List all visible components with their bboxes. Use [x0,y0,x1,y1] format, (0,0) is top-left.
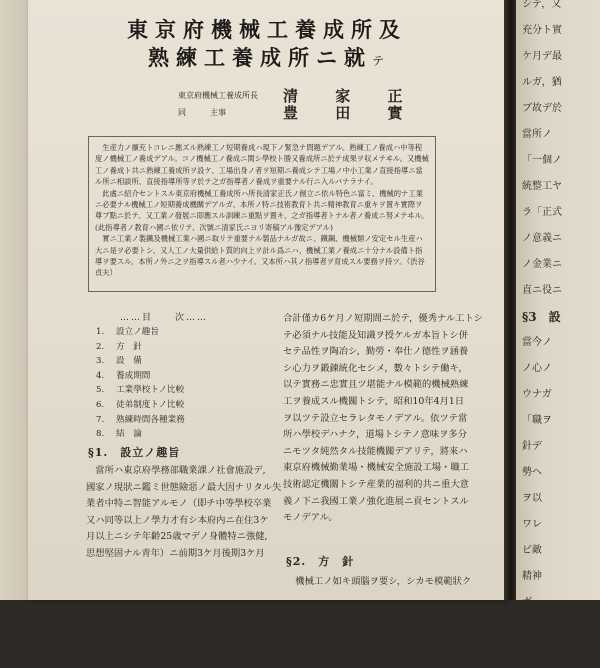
right-column-body [283,311,498,527]
abstract-paragraph: 實ニ工業ノ製鐵及機械工業ハ國ニ取リテ重要ナル製品ナルガ故ニ、鐵鋼、機械類ノ安定セル生産ハ大ニ是ヲ必要トシ、又人工ノ大量供給ト質的向上ヲ計ル爲ニハ、機械工業ノ養成ニ十分ナル設備ト指導ヲ要スル。本所ノ外ニ之ヲ指導スル者ハ少ナイ。又本所ハ其ノ指導者ヲ育成スル要務ヲ持ツ。（渋谷貞夫） [95,234,425,278]
toc-num: 7. [96,414,105,425]
body-line: 月以上ニシテ年齢25歳マデノ身體特ニ強健, [86,531,268,543]
section-1-heading: §1. 設立ノ趣旨 [88,446,181,459]
facing-line: ノ心ノ [522,363,552,374]
body-line: 業者中特ニ智能アルモノ（即チ中等學校卒業 [86,498,272,510]
toc-label: 結 論 [116,429,142,440]
body-line: ニモツタ純然タル技能機關デアリテ，將來ハ [283,445,468,457]
title-line2-suffix: テ [371,54,386,68]
toc-header: ……目 次…… [120,313,209,323]
facing-line: ウナガ [522,389,552,400]
body-line: 所ハ學校デハナク，道場トシテノ意味ヲ多分 [283,429,467,441]
toc-label: 養成期間 [116,370,151,381]
body-line: 技術認定機關トシテ産業的福利的共ニ重大意 [283,478,469,490]
body-line: 工ヲ養成スル機關トシテ，昭和10年4月1日 [283,395,465,407]
body-line: モノデアル。 [283,512,338,524]
section-2-heading: §2. 方 針 [286,555,355,568]
facing-line: ケ月デ最 [522,51,562,62]
body-line: 思想堅固ナル青年）ニ前期3ケ月後期3ケ月 [86,547,265,559]
article-title-line2 [28,42,506,72]
author-1-role: 東京府機械工養成所長 [178,91,258,100]
toc-label: 熟練時間各種業務 [116,414,185,425]
title-line2-main: 熟練工養成所ニ就 [147,45,372,70]
toc-label: 設立ノ趣旨 [116,327,159,337]
facing-line: 當今ノ [522,337,552,348]
author-2 [178,104,419,122]
author-2-name: 豊 田 實 [283,104,419,122]
facing-line: ビ敵 [522,545,542,556]
facing-line: 所 [522,623,532,634]
table-of-contents [96,325,185,442]
facing-line: 當所ノ [522,129,552,140]
body-line: セテ品性ヲ陶冶シ，勤勞・奉仕ノ德性ヲ涵養 [283,346,469,358]
toc-label: 方 針 [116,341,142,352]
toc-label: 工業學校トノ比較 [116,385,185,396]
facing-line: ワレ [522,519,542,530]
body-line: シ心力ヲ鍛錬統化セシメ，數々トシテ働キ， [283,362,468,374]
facing-line: 直ニ役ニ [522,285,562,296]
section-2-body [286,574,498,591]
facing-line: ノ金業ニ [522,259,562,270]
facing-section-heading: §3 設 [522,310,561,324]
facing-line: ルガ，猶 [522,77,562,88]
body-line: 東京府機械勤業場・機械安全施設工場・職工 [283,462,469,474]
toc-num: 1. [96,327,105,337]
facing-line: 統整工ヤ [522,181,562,192]
author-1-name: 清 家 正 [283,87,419,105]
facing-page-text [522,0,562,668]
toc-num: 2. [96,341,105,352]
toc-item [96,340,185,355]
facing-line: シ [522,649,532,660]
toc-label: 徒弟制度トノ比較 [116,399,185,410]
toc-label: 設 備 [116,356,142,367]
facing-line: ラ「正式 [522,207,562,218]
toc-num: 3. [96,356,105,367]
facing-line: 「職ヲ [522,415,552,426]
toc-num: 5. [96,385,105,396]
body-line: 又ハ同等以上ノ學力才有シ本府内ニ在住3ケ [86,514,269,526]
toc-num: 4. [96,370,105,381]
facing-line: ガ [522,597,532,608]
toc-item [96,354,185,369]
facing-line: ブ故デ於 [522,103,562,114]
facing-line: 充分ト實 [522,25,562,36]
toc-item [96,427,185,442]
toc-item [96,369,185,384]
body-line: 以テ實務ニ忠實且ツ堪能ナル模範的機械熟練 [283,379,469,391]
body-line: 國家ノ現狀ニ鑑ミ世態險惡ノ最大因ナリタル失 [86,481,282,493]
facing-line: 「一個ノ [522,155,562,166]
toc-num: 6. [96,399,105,410]
body-line: ヲ以ツテ設立セラレタモノデアル。依ツテ當 [283,412,468,424]
facing-line: 勢ヘ [522,467,542,478]
facing-line: ノ意義ニ [522,233,562,244]
toc-item [96,398,185,413]
facing-line: ヲ以 [522,493,542,504]
document-page [28,0,506,600]
facing-line: 精神 [522,571,542,582]
author-2-role: 同 主事 [178,108,226,117]
abstract-box [88,136,436,292]
body-line: 義ノ下ニ我國工業ノ強化進展ニ貢セントスル [283,495,469,507]
facing-line: シテ，又 [522,0,562,10]
abstract-paragraph: 生産力ノ擴充トコレニ應ズル熟練工ノ短期養成ハ現下ノ緊急ナ問題デアル。熟練工ノ養成ハ中等程度ノ機械工ノ養成デアル。コノ機械工ノ養成ニ関シ學校ト勝又養成所ニ於テ成果ヲ収メテヰル。又機械工ノ養成ト共ニ熟練工養成所ヲ設ケ、工場出身ノ者ヲ短期ニ養成シテ工場ノ中小工業ノ直接指導ニ當ル所ニ相談所、直接指導所等ヲ於テ之ガ指導者ノ養成ヲ重要ナル行ニ入ルバナラナイ。 [95,143,429,187]
body-line: 合計僅カ6ケ月ノ短期間ニ於テ，優秀ナル工トシ [283,313,484,324]
section-1-body [86,463,286,563]
body-line: テ必須ナル技能及知識ヲ授ケルガ本旨トシ併 [283,329,469,341]
toc-item [96,413,185,428]
facing-page [516,0,600,660]
author-1 [178,87,419,105]
toc-item [96,325,185,340]
toc-num: 8. [96,429,105,440]
article-title-line1: 東京府機械工養成所及 [127,17,407,42]
toc-item [96,383,185,398]
facing-line: 針デ [522,441,542,452]
body-line: 機械工ノ如キ頭腦ヲ要シ，シカモ模範狀ク [286,576,472,587]
body-line: 當所ハ東京府學務部職業課ノ社會施設デ, [86,465,266,476]
abstract-paragraph: 此處ニ紹介セントスル東京府機械工養成所ハ所長清家正氏ノ創立ニ依ル特色ニ富ミ、機械的ナ工業ニ必要ナル機械工ノ短期養成機關デアルガ、本所ノ特ニ技術教育ト共ニ精神教育ニ重キヲ置キ實際ヲ尊ブ點ニ於テ、又工業ノ發展ニ即應スル訓練ニ重點ヲ置キ、之ガ指導者トナル者ノ養成ニ努メテヰル。(此指導者ノ教育ハ國ニ依リテ、次號ニ清家氏ニヨリ寄稿アル豫定デアル) [95,188,429,232]
